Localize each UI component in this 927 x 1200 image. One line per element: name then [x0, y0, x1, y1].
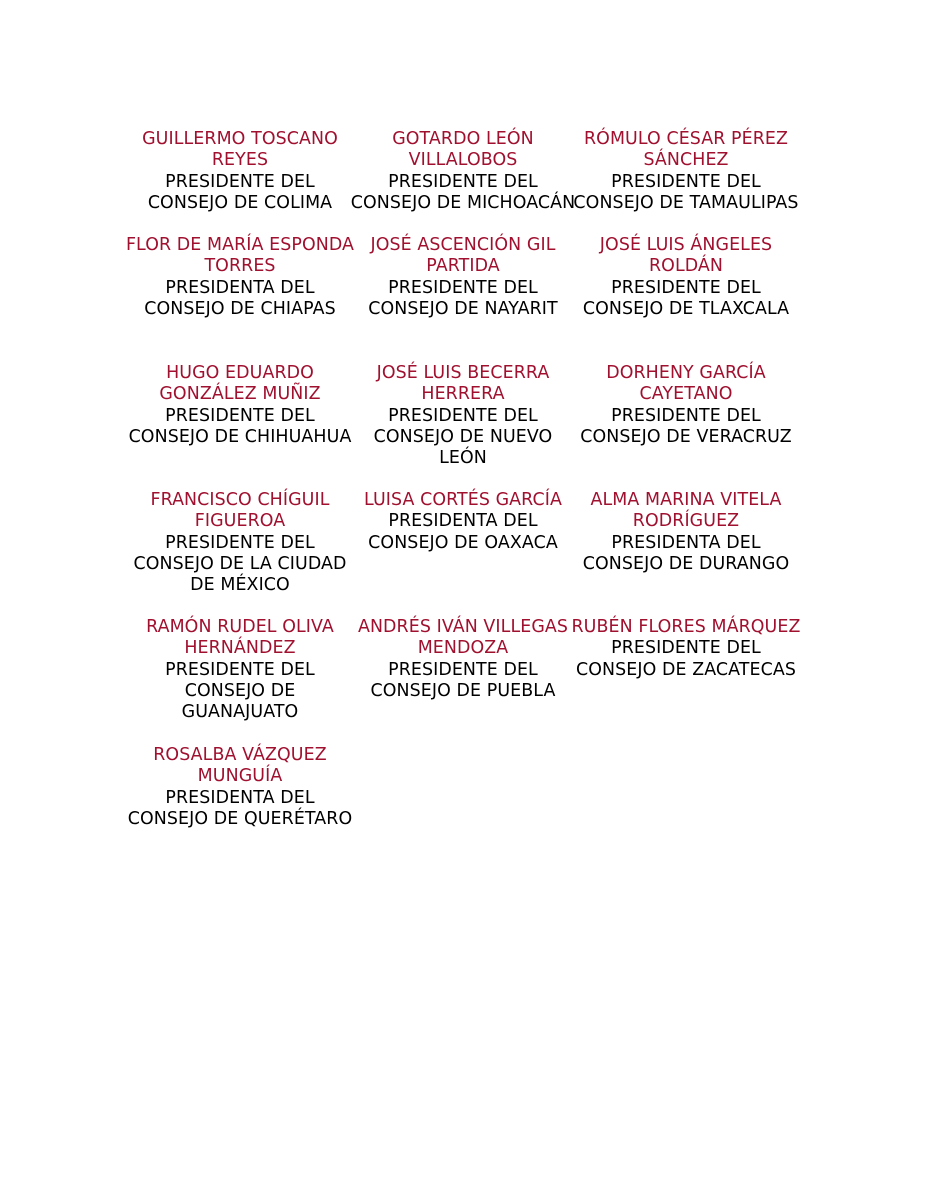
council-entry-queretaro [125, 745, 355, 830]
council-entry-colima [125, 129, 355, 214]
council-entry-michoacan [348, 129, 578, 214]
council-entry-oaxaca [348, 490, 578, 554]
council-president-name: ROSALBA VÁZQUEZ MUNGUÍA [153, 745, 327, 787]
council-president-title: PRESIDENTA DEL CONSEJO DE DURANGO [582, 532, 790, 574]
council-president-title: PRESIDENTE DEL CONSEJO DE NAYARIT [368, 277, 558, 319]
council-president-title: PRESIDENTA DEL CONSEJO DE OAXACA [368, 511, 558, 553]
council-entry-tamaulipas [571, 129, 801, 214]
council-president-title: PRESIDENTE DEL CONSEJO DE MICHOACÁN [350, 171, 576, 213]
council-entry-zacatecas [571, 617, 801, 681]
council-entry-chiapas [125, 235, 355, 320]
council-president-name: RUBÉN FLORES MÁRQUEZ [571, 617, 801, 637]
council-president-name: RAMÓN RUDEL OLIVA HERNÁNDEZ [146, 617, 334, 659]
council-president-name: FLOR DE MARÍA ESPONDA TORRES [125, 235, 355, 277]
council-president-title: PRESIDENTE DEL CONSEJO DE CHIHUAHUA [128, 405, 352, 447]
council-entry-veracruz [571, 363, 801, 448]
council-president-title: PRESIDENTE DEL CONSEJO DE VERACRUZ [580, 405, 792, 447]
council-president-name: HUGO EDUARDO GONZÁLEZ MUÑIZ [159, 363, 321, 405]
council-president-name: DORHENY GARCÍA CAYETANO [606, 363, 766, 405]
council-entry-nayarit [348, 235, 578, 320]
council-entry-chihuahua [125, 363, 355, 448]
council-president-title: PRESIDENTE DEL CONSEJO DE NUEVO LEÓN [373, 405, 553, 469]
council-president-title: PRESIDENTA DEL CONSEJO DE CHIAPAS [144, 277, 336, 319]
council-president-name: LUISA CORTÉS GARCÍA [364, 490, 562, 510]
council-president-name: ALMA MARINA VITELA RODRÍGUEZ [590, 490, 782, 532]
council-president-title: PRESIDENTE DEL CONSEJO DE COLIMA [147, 171, 333, 213]
council-president-name: JOSÉ ASCENCIÓN GIL PARTIDA [370, 235, 556, 277]
council-president-name: JOSÉ LUIS ÁNGELES ROLDÁN [599, 235, 773, 277]
council-president-name: ANDRÉS IVÁN VILLEGAS MENDOZA [357, 617, 569, 659]
council-president-title: PRESIDENTE DEL CONSEJO DE GUANAJUATO [165, 659, 315, 723]
council-president-name: FRANCISCO CHÍGUIL FIGUEROA [150, 490, 330, 532]
council-entry-ciudad-de-mexico [125, 490, 355, 596]
council-president-title: PRESIDENTE DEL CONSEJO DE ZACATECAS [575, 638, 796, 680]
council-president-title: PRESIDENTE DEL CONSEJO DE TLAXCALA [582, 277, 790, 319]
council-entry-puebla [348, 617, 578, 702]
council-president-title: PRESIDENTA DEL CONSEJO DE QUERÉTARO [127, 787, 353, 829]
council-president-name: RÓMULO CÉSAR PÉREZ SÁNCHEZ [583, 129, 789, 171]
council-entry-guanajuato [125, 617, 355, 723]
council-president-title: PRESIDENTE DEL CONSEJO DE TAMAULIPAS [573, 171, 799, 213]
council-entry-nuevo-leon [348, 363, 578, 469]
council-president-name: JOSÉ LUIS BECERRA HERRERA [376, 363, 550, 405]
council-entry-durango [571, 490, 801, 575]
council-president-name: GOTARDO LEÓN VILLALOBOS [392, 129, 534, 171]
council-president-name: GUILLERMO TOSCANO REYES [142, 129, 338, 171]
council-president-title: PRESIDENTE DEL CONSEJO DE LA CIUDAD DE MÉXICO [133, 532, 347, 596]
council-president-title: PRESIDENTE DEL CONSEJO DE PUEBLA [370, 659, 556, 701]
council-entry-tlaxcala [571, 235, 801, 320]
